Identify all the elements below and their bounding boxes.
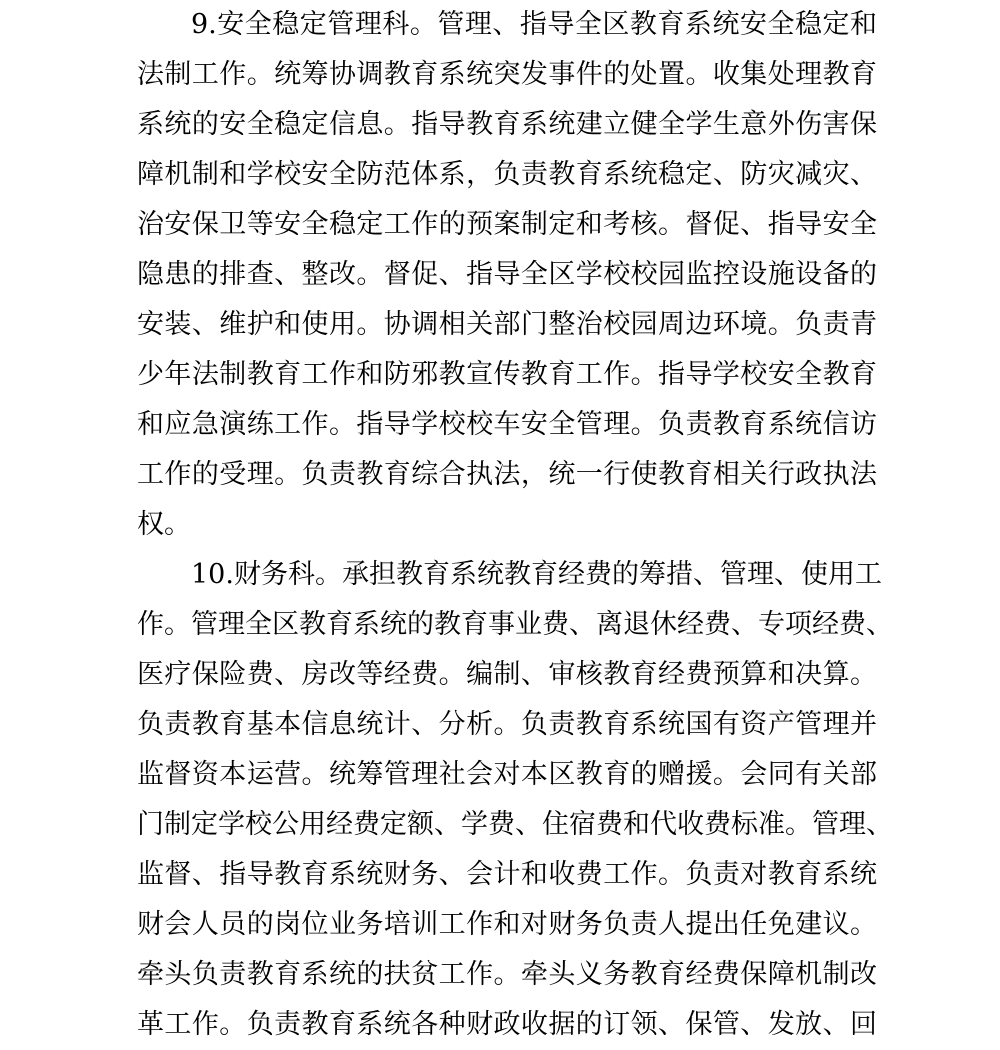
text-line: 法制工作。统筹协调教育系统突发事件的处置。收集处理教育 (137, 59, 877, 90)
text-line: 9.安全稳定管理科。管理、指导全区教育系统安全稳定和 (191, 9, 877, 40)
text-line: 牵头负责教育系统的扶贫工作。牵头义务教育经费保障机制改 (137, 959, 877, 990)
text-line: 少年法制教育工作和防邪教宣传教育工作。指导学校安全教育 (137, 359, 877, 390)
paragraph-finance (137, 550, 893, 1050)
text-line: 工作的受理。负责教育综合执法，统一行使教育相关行政执法 (137, 459, 877, 490)
document-page (137, 0, 893, 1050)
text-line: 门制定学校公用经费定额、学费、住宿费和代收费标准。管理、 (137, 809, 893, 840)
text-line: 治安保卫等安全稳定工作的预案制定和考核。督促、指导安全 (137, 209, 877, 240)
text-line: 负责教育基本信息统计、分析。负责教育系统国有资产管理并 (137, 709, 877, 740)
text-line: 权。 (137, 509, 191, 540)
text-line: 医疗保险费、房改等经费。编制、审核教育经费预算和决算。 (137, 659, 877, 690)
text-line: 监督、指导教育系统财务、会计和收费工作。负责对教育系统 (137, 859, 877, 890)
text-line: 隐患的排查、整改。督促、指导全区学校校园监控设施设备的 (137, 259, 877, 290)
text-line: 安装、维护和使用。协调相关部门整治校园周边环境。负责青 (137, 309, 877, 340)
text-line: 革工作。负责教育系统各种财政收据的订领、保管、发放、回 (137, 1009, 877, 1040)
text-line: 障机制和学校安全防范体系，负责教育系统稳定、防灾减灾、 (137, 159, 877, 190)
text-line: 系统的安全稳定信息。指导教育系统建立健全学生意外伤害保 (137, 109, 877, 140)
text-line: 10.财务科。承担教育系统教育经费的筹措、管理、使用工 (191, 559, 882, 590)
text-line: 监督资本运营。统筹管理社会对本区教育的赠援。会同有关部 (137, 759, 877, 790)
text-line: 和应急演练工作。指导学校校车安全管理。负责教育系统信访 (137, 409, 877, 440)
text-line: 作。管理全区教育系统的教育事业费、离退休经费、专项经费、 (137, 609, 893, 640)
paragraph-safety-management (137, 0, 877, 550)
text-line: 财会人员的岗位业务培训工作和对财务负责人提出任免建议。 (137, 909, 877, 940)
